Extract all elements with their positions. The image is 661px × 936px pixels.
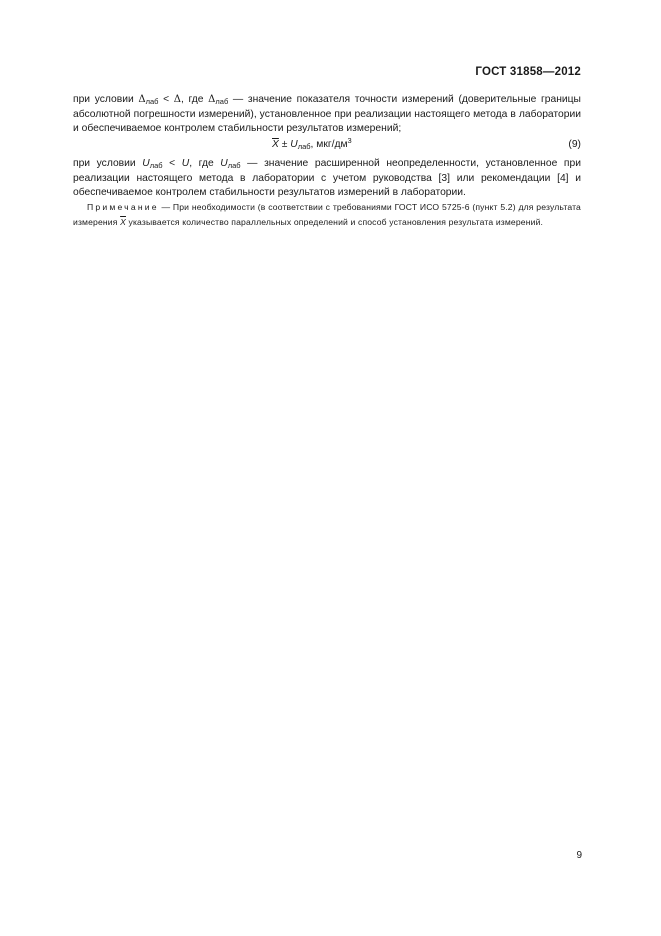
subscript-lab: лаб	[227, 161, 241, 170]
note-paragraph	[73, 200, 581, 230]
superscript-exp: 3	[347, 136, 352, 145]
delta-symbol: Δ	[173, 94, 181, 105]
note-label: Примечание	[87, 202, 159, 212]
page-number: 9	[576, 850, 582, 861]
delta-symbol: Δ	[208, 94, 216, 105]
u-symbol: U	[142, 158, 150, 169]
p2-text-3: , где	[189, 158, 221, 169]
p2-text-1: при условии	[73, 158, 143, 169]
paragraph-uncertainty-condition	[73, 157, 581, 201]
note-text-2: указывается количество параллельных определений и способ установления результата измерений.	[125, 217, 544, 227]
formula-result	[272, 136, 352, 151]
delta-symbol: Δ	[138, 94, 146, 105]
formula-unit: , мкг/дм	[310, 139, 348, 150]
paragraph-accuracy-condition	[73, 93, 581, 137]
equation-number: (9)	[568, 139, 581, 150]
p1-text-1: при условии	[73, 94, 139, 105]
u-symbol: U	[290, 139, 298, 150]
plus-minus: ±	[278, 139, 291, 150]
p2-text-4: — значение расширенной неопределенности, установленное при реализации настоящего метода в лаборатории с учетом руководства [3] или рекомендации [4] и обеспечиваемое контролем стабильности результатов измерений в лаборатории.	[73, 158, 581, 199]
standard-designation: ГОСТ 31858—2012	[475, 66, 581, 78]
subscript-lab: лаб	[297, 142, 311, 151]
p2-text-2: <	[162, 158, 182, 169]
p1-text-2: <	[158, 94, 174, 105]
u-symbol: U	[181, 158, 190, 169]
subscript-lab: лаб	[215, 97, 229, 106]
subscript-lab: лаб	[145, 97, 159, 106]
subscript-lab: лаб	[149, 161, 163, 170]
p1-text-4: — значение показателя точности измерений (доверительные границы абсолютной погрешности измерений), установленное при реализации настоящего метода в лаборатории и обеспечиваемое контролем стабильности результатов измерений;	[73, 94, 581, 135]
x-bar-symbol: $\overline{X}$	[272, 139, 279, 150]
p1-text-3: , где	[180, 94, 209, 105]
note-text-1: — При необходимости (в соответствии с требованиями ГОСТ ИСО 5725-6 (пункт 5.2) для результата измерения	[73, 202, 581, 227]
u-symbol: U	[220, 158, 228, 169]
x-bar-symbol: $\overline{X}$	[120, 217, 126, 227]
